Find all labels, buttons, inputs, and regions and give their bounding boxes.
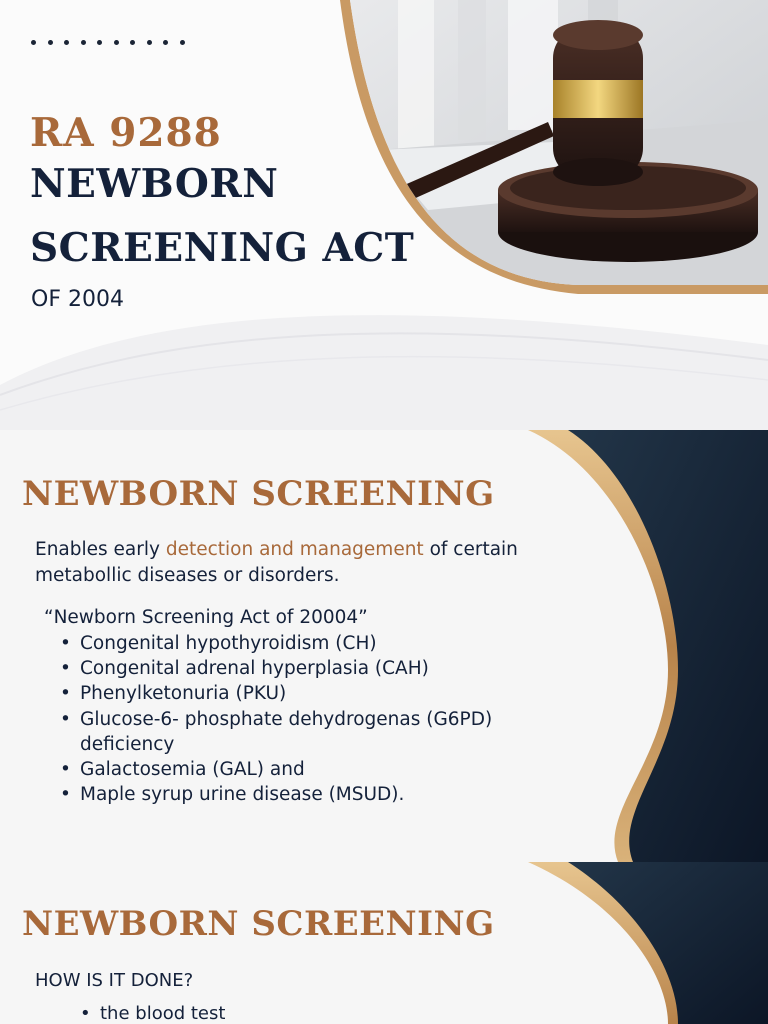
list-item: • the blood test [80, 1003, 225, 1024]
how-done-slide [0, 862, 768, 1024]
navy-wave-panel [528, 430, 768, 862]
navy-wave-panel [528, 862, 768, 1024]
list-item: • Congenital hypothyroidism (CH) [60, 631, 520, 656]
list-item: • Phenylketonuria (PKU) [60, 681, 520, 706]
description-end: of certain metabollic diseases or disorders. [35, 539, 518, 586]
section-heading: NEWBORN SCREENING [22, 474, 495, 514]
act-quote: “Newborn Screening Act of 20004” [44, 607, 368, 628]
description-highlight: detection and management [165, 539, 424, 560]
decorative-dots [31, 40, 185, 45]
ra-number: RA 9288 [30, 110, 222, 156]
list-item: • Galactosemia (GAL) and [60, 757, 520, 782]
gavel-photo [338, 0, 768, 300]
description-start: Enables early [35, 539, 166, 560]
method-list [80, 1003, 225, 1024]
list-item: • Maple syrup urine disease (MSUD). [60, 782, 520, 807]
disorder-list [60, 631, 520, 807]
list-item: • Congenital adrenal hyperplasia (CAH) [60, 656, 520, 681]
screening-slide [0, 430, 768, 862]
section-heading: NEWBORN SCREENING [22, 904, 495, 944]
title-line-2: SCREENING ACT [30, 225, 415, 271]
title-line-1: NEWBORN [30, 161, 279, 207]
description [35, 537, 605, 589]
list-item: • Glucose-6- phosphate dehydrogenas (G6PD) deficiency [60, 707, 520, 757]
question: HOW IS IT DONE? [35, 970, 194, 991]
title-slide [0, 0, 768, 430]
subtitle: OF 2004 [31, 287, 124, 312]
